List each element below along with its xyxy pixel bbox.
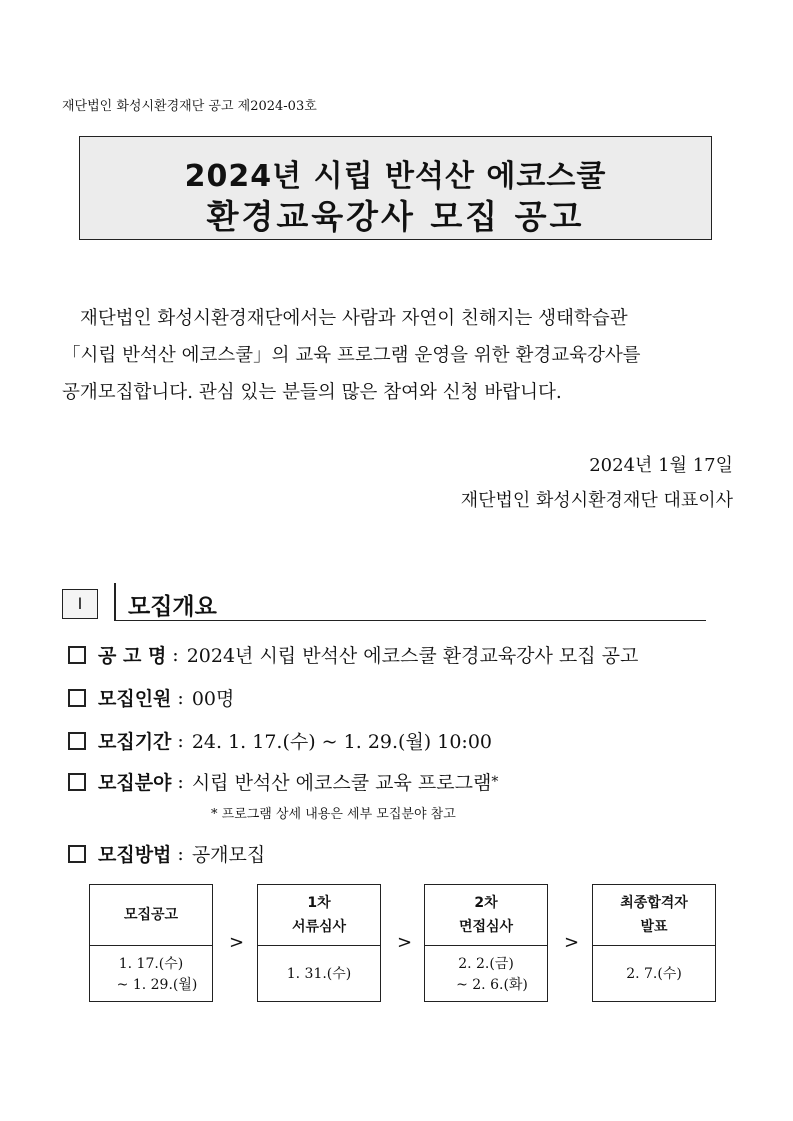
step-date <box>593 946 715 1003</box>
item-colon: : <box>177 842 184 865</box>
item-colon: : <box>177 729 184 752</box>
process-arrow: > <box>229 932 245 953</box>
item-field <box>68 768 498 795</box>
item-colon: : <box>177 770 184 793</box>
intro-line-1: 재단법인 화성시환경재단에서는 사람과 자연이 친해지는 생태학습관 <box>80 308 628 329</box>
step-heading-line: 2차 <box>474 895 498 911</box>
intro-paragraph <box>62 300 738 411</box>
step-heading <box>90 885 212 946</box>
step-date-line: ~ 1. 29.(월) <box>116 976 198 993</box>
checkbox-icon <box>68 845 86 863</box>
step-date-line: ~ 2. 6.(화) <box>456 976 528 993</box>
item-colon: : <box>177 686 184 709</box>
process-step-document-review <box>257 884 381 1002</box>
step-heading-line: 면접심사 <box>458 919 514 935</box>
item-label: 공 고 명 <box>98 645 167 667</box>
item-method <box>68 840 265 867</box>
item-value: 공개모집 <box>191 844 266 866</box>
item-label: 모집인원 <box>98 688 172 710</box>
item-value: 00명 <box>191 688 235 710</box>
item-value: 24. 1. 17.(수) ~ 1. 29.(월) 10:00 <box>191 731 493 753</box>
section-number: Ⅰ <box>62 589 98 619</box>
intro-line-2: 「시립 반석산 에코스쿨」의 교육 프로그램 운영을 위한 환경교육강사를 <box>62 345 641 366</box>
process-step-final-announcement <box>592 884 716 1002</box>
title-box <box>79 136 712 240</box>
signer: 재단법인 화성시환경재단 대표이사 <box>460 490 733 511</box>
step-date-line: 2. 7.(수) <box>626 966 682 982</box>
item-label: 모집방법 <box>98 844 172 866</box>
step-heading <box>425 885 547 946</box>
step-heading-line: 최종합격자 <box>620 895 688 911</box>
section-title: 모집개요 <box>128 594 217 620</box>
item-value: 2024년 시립 반석산 에코스쿨 환경교육강사 모집 공고 <box>186 645 639 667</box>
field-note: * 프로그램 상세 내용은 세부 모집분야 참고 <box>211 807 456 822</box>
checkbox-icon <box>68 732 86 750</box>
checkbox-icon <box>68 646 86 664</box>
section-divider-bar <box>114 583 116 621</box>
item-period <box>68 727 492 754</box>
checkbox-icon <box>68 689 86 707</box>
section-underline <box>116 620 706 621</box>
process-arrow: > <box>564 932 580 953</box>
step-date <box>258 946 380 1003</box>
item-label: 모집분야 <box>98 772 172 794</box>
checkbox-icon <box>68 773 86 791</box>
footnote-mark: * <box>491 773 499 790</box>
item-label: 모집기간 <box>98 731 172 753</box>
item-notice-name <box>68 641 638 668</box>
item-value: 시립 반석산 에코스쿨 교육 프로그램 <box>191 772 492 794</box>
step-date-line: 1. 17.(수) <box>118 955 184 972</box>
title-line-2: 환경교육강사 모집 공고 <box>206 197 585 236</box>
title-line-1: 2024년 시립 반석산 에코스쿨 <box>184 159 607 194</box>
step-heading-line: 발표 <box>640 919 668 935</box>
step-heading <box>258 885 380 946</box>
notice-number: 재단법인 화성시환경재단 공고 제2024-03호 <box>62 99 317 114</box>
item-headcount <box>68 684 234 711</box>
step-heading-line: 서류심사 <box>291 919 347 935</box>
item-colon: : <box>172 643 179 666</box>
step-date <box>425 946 547 1003</box>
process-step-interview <box>424 884 548 1002</box>
step-heading-line: 1차 <box>307 895 331 911</box>
process-step-announcement <box>89 884 213 1002</box>
step-date-line: 2. 2.(금) <box>458 955 514 972</box>
notice-date: 2024년 1월 17일 <box>589 455 733 476</box>
intro-line-3: 공개모집합니다. 관심 있는 분들의 많은 참여와 신청 바랍니다. <box>62 382 562 403</box>
process-arrow: > <box>397 932 413 953</box>
step-heading <box>593 885 715 946</box>
step-date <box>90 946 212 1003</box>
step-date-line: 1. 31.(수) <box>286 966 352 982</box>
step-heading-line: 모집공고 <box>123 907 179 923</box>
